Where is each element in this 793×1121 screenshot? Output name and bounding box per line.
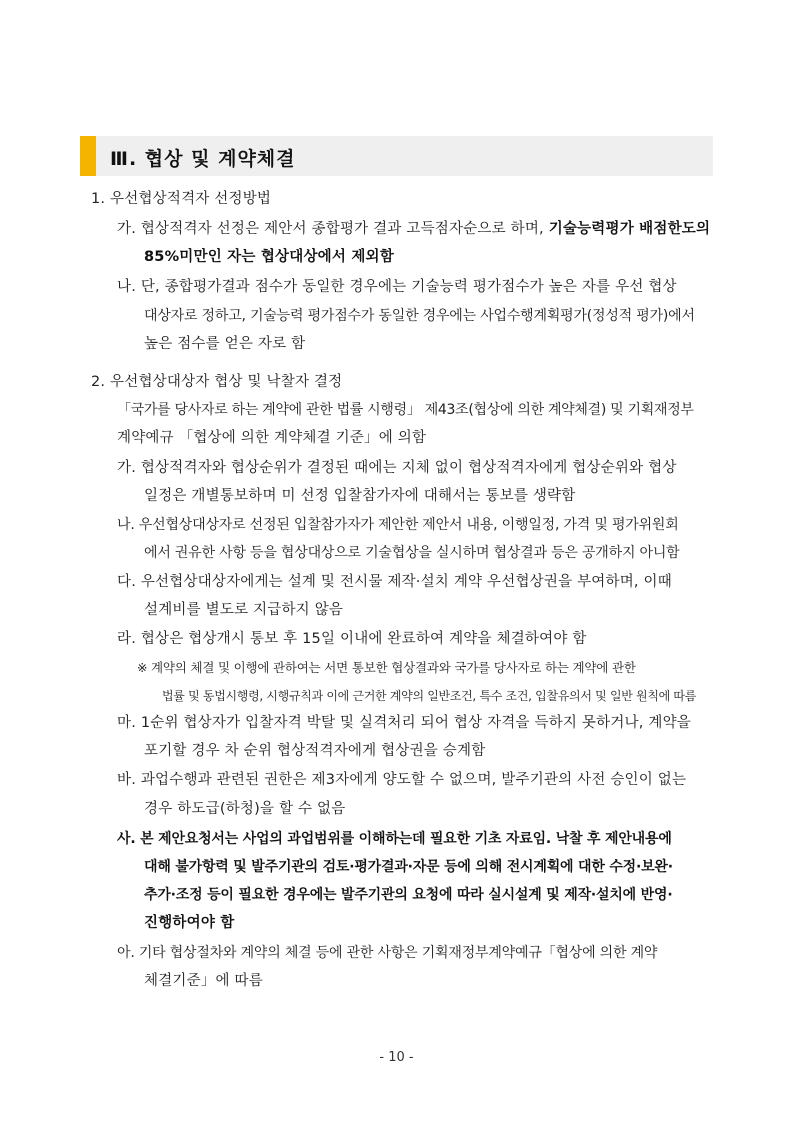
- section-accent-bar: [80, 136, 96, 176]
- item2-ba-line1: 바. 과업수행과 관련된 권한은 제3자에게 양도할 수 없으며, 발주기관의 사전 승인이 없는: [117, 772, 687, 788]
- item1-heading: 1. 우선협상적격자 선정방법: [91, 191, 272, 207]
- item2-na-line1: 나. 우선협상대상자로 선정된 입찰참가자가 제안한 제안서 내용, 이행일정, 가격 및 평가위원회: [117, 517, 679, 533]
- item1-ga-line1: [117, 218, 710, 240]
- item2-ga-line1: 가. 협상적격자와 협상순위가 결정된 때에는 지체 없이 협상적격자에게 협상순위와 협상: [117, 460, 677, 476]
- item1-na-line1: 나. 단, 종합평가결과 점수가 동일한 경우에는 기술능력 평가점수가 높은 자를 우선 협상: [117, 279, 677, 295]
- item2-sa-line1: 사. 본 제안요청서는 사업의 과업범위를 이해하는데 필요한 기초 자료임. 낙찰 후 제안내용에: [117, 831, 672, 847]
- item2-ga-line2: 일정은 개별통보하며 미 선정 입찰참가자에 대해서는 통보를 생략함: [144, 488, 576, 504]
- item2-ma-line2: 포기할 경우 차 순위 협상적격자에게 협상권을 승계함: [144, 743, 486, 759]
- item2-note-line1: ※ 계약의 체결 및 이행에 관하여는 서면 통보한 협상결과와 국가를 당사자로 하는 계약에 관한: [137, 660, 636, 675]
- item2-a-line1: 아. 기타 협상절차와 계약의 체결 등에 관한 사항은 기획재정부계약예규「협상에 의한 계약: [117, 945, 658, 961]
- item2-da-line1: 다. 우선협상대상자에게는 설계 및 전시물 제작·설치 계약 우선협상권을 부여하며, 이때: [117, 574, 672, 590]
- item2-ma-line1: 마. 1순위 협상자가 입찰자격 박탈 및 실격처리 되어 협상 자격을 득하지 못하거나, 계약을: [117, 715, 691, 731]
- item2-sa-line2: 대해 불가항력 및 발주기관의 검토·평가결과·자문 등에 의해 전시계획에 대한 수정·보완·: [144, 859, 673, 875]
- section-title: Ⅲ. 협상 및 계약체결: [110, 148, 296, 170]
- page-number: - 10 -: [379, 1050, 414, 1065]
- item2-a-line2: 체결기준」에 따름: [144, 973, 263, 989]
- item2-sa-line3: 추가·조정 등이 필요한 경우에는 발주기관의 요청에 따라 실시설계 및 제작·설치에 반영·: [144, 887, 673, 903]
- item2-heading: 2. 우선협상대상자 협상 및 낙찰자 결정: [91, 374, 343, 390]
- item2-ba-line2: 경우 하도급(하청)을 할 수 없음: [144, 801, 346, 817]
- item1-na-line2: 대상자로 정하고, 기술능력 평가점수가 동일한 경우에는 사업수행계획평가(정성적 평가)에서: [144, 308, 695, 324]
- item2-note-line2: 법률 및 동법시행령, 시행규칙과 이에 근거한 계약의 일반조건, 특수 조건, 입찰유의서 및 일반 원칙에 따름: [162, 689, 697, 703]
- item2-intro-line1: 「국가를 당사자로 하는 계약에 관한 법률 시행령」 제43조(협상에 의한 계약체결) 및 기획재정부: [117, 402, 694, 418]
- item1-ga-line2: 85%미만인 자는 협상대상에서 제외함: [144, 249, 394, 265]
- item2-sa-line4: 진행하여야 함: [144, 915, 235, 931]
- item2-da-line2: 설계비를 별도로 지급하지 않음: [144, 602, 344, 618]
- item2-ra-line1: 라. 협상은 협상개시 통보 후 15일 이내에 완료하여 계약을 체결하여야 함: [117, 631, 587, 647]
- item1-ga-bold: 기술능력평가 배점한도의: [548, 221, 711, 237]
- section-header: [80, 136, 713, 176]
- item2-na-line2: 에서 권유한 사항 등을 협상대상으로 기술협상을 실시하며 협상결과 등은 공개하지 아니함: [144, 545, 680, 561]
- item1-na-line3: 높은 점수를 얻은 자로 함: [144, 336, 306, 352]
- item1-ga-text: 가. 협상적격자 선정은 제안서 종합평가 결과 고득점자순으로 하며,: [117, 221, 549, 237]
- item2-intro-line2: 계약예규 「협상에 의한 계약체결 기준」에 의함: [117, 430, 427, 446]
